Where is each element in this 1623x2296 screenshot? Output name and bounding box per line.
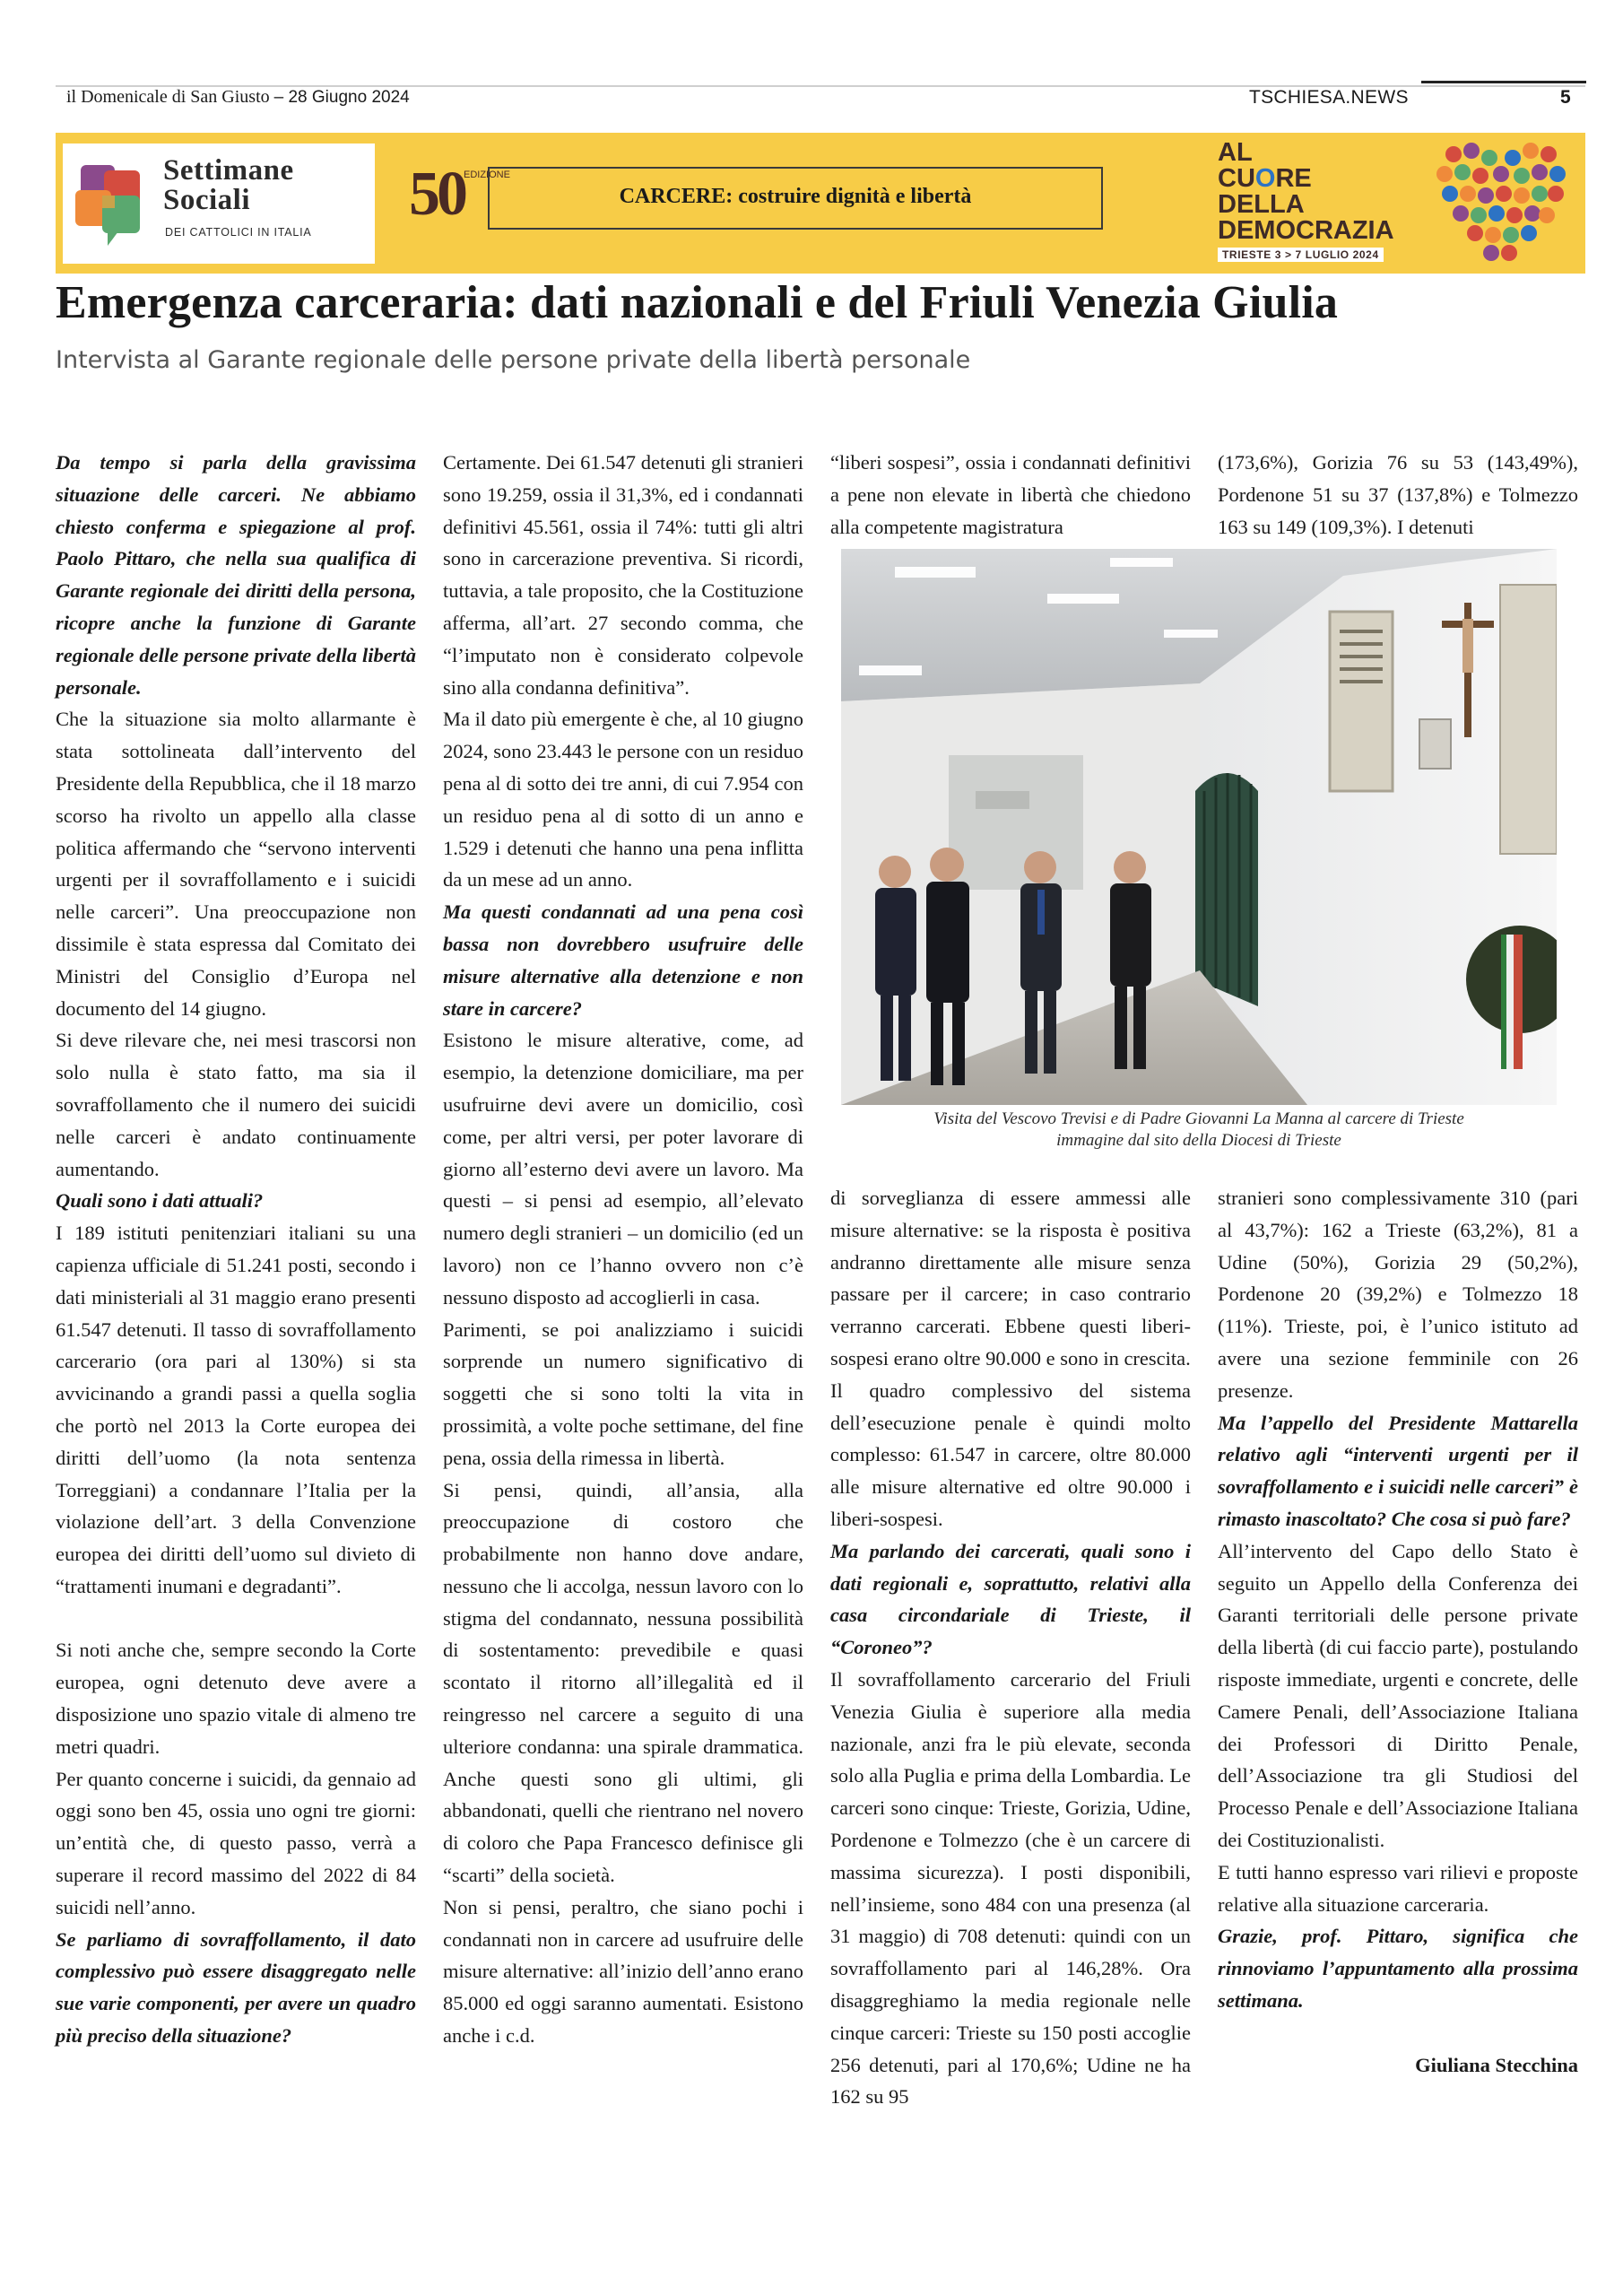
event-title-line2-a: CU [1218, 164, 1255, 193]
event-date: TRIESTE 3 > 7 LUGLIO 2024 [1218, 248, 1384, 262]
body-paragraph: Si noti anche che, sempre secondo la Corte europea, ogni detenuto deve avere a disposizione uno spazio vitale di almeno tre metri quadri. [56, 1639, 416, 1758]
body-paragraph: Che la situazione sia molto allarmante è stata sottolineata dall’intervento del Presidente della Repubblica, che il 18 marzo scorso ha rivolto un appello alla classe politica affermando che “servono interventi urgenti per il sovraffollamento e i suicidi nelle carceri”. Una preoccupazione non dissimile è stata espressa dal Comitato dei Ministri del Consiglio d’Europa nel documento del 14 giugno. [56, 708, 416, 1020]
body-paragraph: Il quadro complessivo del sistema dell’esecuzione penale è quindi molto complesso: 61.547 in carcere, oltre 80.000 alle misure alternative ed oltre 90.000 i liberi-sospesi. [830, 1378, 1191, 1530]
body-paragraph: (173,6%), Gorizia 76 su 53 (143,49%), Pordenone 51 su 37 (137,8%) e Tolmezzo 163 su 149 (109,3%). I detenuti [1218, 451, 1578, 538]
question-paragraph: Quali sono i dati attuali? [56, 1189, 264, 1213]
logo-name-line2: Sociali [163, 184, 251, 216]
prison-visit-photo [841, 549, 1557, 1105]
photo-caption [841, 1109, 1557, 1152]
author-signature: Giuliana Stecchina [1415, 2053, 1578, 2076]
question-paragraph: Ma l’appello del Presidente Mattarella relativo agli “interventi urgenti per il sovraffollamento e i suicidi nelle carceri” è rimasto inascoltato? Che cosa si può fare? [1218, 1411, 1578, 1530]
body-paragraph: Certamente. Dei 61.547 detenuti gli stranieri sono 19.259, ossia il 31,3%, ed i condannati definitivi 45.561, ossia il 74%: tutti gli altri sono in carcerazione preventiva. Si ricordi, tuttavia, a tale proposito, che la Costituzione afferma, all’art. 27 secondo comma, che “l’imputato non è considerato colpevole sino alla condanna definitiva”. [443, 451, 803, 699]
question-paragraph: Ma questi condannati ad una pena così bassa non dovrebbero usufruire delle misure alternative alla detenzione e non stare in carcere? [443, 900, 803, 1020]
body-paragraph: stranieri sono complessivamente 310 (pari al 43,7%): 162 a Trieste (63,2%), 81 a Udine (50%), Gorizia 29 (50,2%), Pordenone 20 (39,2%) e Tolmezzo 18 (11%). Trieste, poi, è l’unico istituto ad avere una sezione femminile con 26 presenze. [1218, 1187, 1578, 1402]
event-title-line2 [1218, 166, 1394, 192]
event-title [1218, 140, 1394, 244]
topic-text: costruire dignità e libertà [733, 185, 972, 208]
page-number: 5 [1560, 87, 1571, 108]
article-column-4-bottom [1218, 1182, 1578, 2081]
topic-prefix: CARCERE: [619, 185, 733, 208]
body-paragraph: “liberi sospesi”, ossia i condannati definitivi a pene non elevate in libertà che chiedono alla competente magistratura [830, 451, 1191, 538]
publication-name [66, 87, 410, 108]
event-title-line1: AL [1218, 138, 1253, 167]
site-name: TSCHIESA.NEWS [1249, 87, 1409, 108]
question-paragraph: Da tempo si parla della gravissima situazione delle carceri. Ne abbiamo chiesto conferma e spiegazione al prof. Paolo Pittaro, che nella sua qualifica di Garante regionale dei diritti della persona, ricopre anche la funzione di Garante regionale delle persone private della libertà personale. [56, 451, 416, 699]
settimane-sociali-logo [63, 144, 375, 264]
body-paragraph: I 189 istituti penitenziari italiani su una capienza ufficiale di 51.241 posti, secondo i dati ministeriali al 31 maggio erano presenti 61.547 detenuti. Il tasso di sovraffollamento carcerario (ora pari al 130%) si sta avvicinando a grandi passi a quella soglia che portò nel 2013 la Corte europea dei diritti dell’uomo (la nota sentenza Torreggiani) a condannare l’Italia per la violazione dell’art. 3 della Convenzione europea dei diritti dell’uomo sul divieto di “trattamenti inumani e degradanti”. [56, 1222, 416, 1597]
article-column-4-top [1218, 447, 1578, 543]
event-title-line2-c: RE [1275, 164, 1312, 193]
photo-caption-line2: immagine dal sito della Diocesi di Trieste [1056, 1131, 1341, 1150]
body-paragraph: All’intervento del Capo dello Stato è seguito un Appello della Conferenza dei Garanti territoriali delle persone private della libertà (di cui faccio parte), postulando risposte immediate, urgenti e concrete, delle Camere Penali, dell’Associazione Italiana dei Professori di Diritto Penale, dell’Associazione tra gli Studiosi del Processo Penale e dell’Associazione Italiana dei Costituzionalisti. [1218, 1539, 1578, 1851]
body-paragraph: E tutti hanno espresso vari rilievi e proposte relative alla situazione carceraria. [1218, 1860, 1578, 1916]
body-paragraph: Ma il dato più emergente è che, al 10 giugno 2024, sono 23.443 le persone con un residuo pena al di sotto dei tre anni, di cui 7.954 con un residuo pena al di sotto di un anno e 1.529 i detenuti che hanno una pena inflitta da un mese ad un anno. [443, 708, 803, 891]
article-column-3-bottom [830, 1182, 1191, 2113]
question-paragraph: Se parliamo di sovraffollamento, il dato complessivo può essere disaggregato nelle sue varie componenti, per avere un quadro più preciso della situazione? [56, 1927, 416, 2048]
article-title: Emergenza carceraria: dati nazionali e del Friuli Venezia Giulia [56, 277, 1339, 328]
paragraph-gap [56, 1603, 416, 1635]
anniversary-label: EDIZIONE [464, 170, 510, 180]
article-column-3-top [830, 447, 1191, 543]
publication-title: il Domenicale di San Giusto [66, 87, 270, 107]
article-column-1 [56, 447, 416, 2052]
article-subtitle: Intervista al Garante regionale delle persone private della libertà personale [56, 346, 971, 374]
paragraph-gap [1218, 2017, 1578, 2049]
question-paragraph: Grazie, prof. Pittaro, significa che rinnoviamo l’appuntamento alla prossima settimana. [1218, 1925, 1578, 2012]
event-title-line4: DEMOCRAZIA [1218, 216, 1394, 245]
body-paragraph: di sorveglianza di essere ammessi alle misure alternative: se la risposta è positiva andranno direttamente alle misure senza passare per il carcere; in caso contrario verranno carcerati. Ebbene questi liberi-sospesi erano oltre 90.000 e sono in crescita. [830, 1187, 1191, 1370]
body-paragraph: Parimenti, se poi analizziamo i suicidi sorprende un numero significativo di soggetti che si sono tolti la vita in prossimità, a volte poche settimane, del fine pena, ossia della rimessa in libertà. [443, 1318, 803, 1469]
body-paragraph: Si deve rilevare che, nei mesi trascorsi non solo nulla è stato fatto, ma sia il sovraffollamento che il numero dei suicidi nelle carceri è andato continuamente aumentando. [56, 1029, 416, 1180]
logo-subtitle: DEI CATTOLICI IN ITALIA [165, 226, 312, 239]
anniversary-number: 50 [409, 160, 464, 229]
body-paragraph: Si pensi, quindi, all’ansia, alla preoccupazione di costoro che probabilmente non hanno dove andare, nessuno che li accolga, nessun lavoro con lo stigma del condannato, nessuna possibilità di sostentamento: prevedibile e quasi scontato il ritorno all’illegalità ed il reingresso nel carcere a seguito di una ulteriore condanna: una spirale drammatica. Anche questi sono gli ultimi, gli abbandonati, quelli che rientrano nel novero di coloro che Papa Francesco definisce gli “scarti” della società. [443, 1478, 803, 1887]
question-paragraph: Ma parlando dei carcerati, quali sono i dati regionali e, soprattutto, relativi alla casa circondariale di Trieste, il “Coroneo”? [830, 1539, 1191, 1659]
article-column-2 [443, 447, 803, 2052]
body-paragraph: Il sovraffollamento carcerario del Friuli Venezia Giulia è superiore alla media nazionale, anzi fra le più elevate, seconda solo alla Puglia e prima della Lombardia. Le carceri sono cinque: Trieste, Gorizia, Udine, Pordenone e Tolmezzo (che è un carcere di massima sicurezza). I posti disponibili, nell’insieme, sono 484 con una presenza (al 31 maggio) di 708 detenuti: quindi con un sovraffollamento pari al 146,28%. Ora disaggreghiamo la media regionale nelle cinque carceri: Trieste su 150 posti accoglie 256 detenuti, pari al 170,6%; Udine ne ha 162 su 95 [830, 1667, 1191, 2109]
header-right-bar [1421, 81, 1586, 83]
photo-illustration [841, 549, 1557, 1105]
heart-mosaic-icon [1434, 138, 1568, 268]
logo-name [163, 156, 294, 215]
topic-box [488, 167, 1103, 230]
event-title-line3: DELLA [1218, 190, 1305, 219]
photo-caption-line1: Visita del Vescovo Trevisi e di Padre Giovanni La Manna al carcere di Trieste [933, 1109, 1464, 1128]
body-paragraph: Non si pensi, peraltro, che siano pochi i condannati non in carcere ad usufruire delle misure alternative: all’inizio dell’anno erano 85.000 ed oggi saranno aumentati. Esistono anche i c.d. [443, 1895, 803, 2048]
speech-bubbles-icon [63, 144, 161, 264]
event-banner [56, 133, 1585, 274]
body-paragraph: Per quanto concerne i suicidi, da gennaio ad oggi sono ben 45, ossia uno ogni tre giorni: un’entità che, di questo passo, verrà a superare il record massimo del 2022 di 84 suicidi nell’anno. [56, 1767, 416, 1918]
logo-name-line1: Settimane [163, 154, 294, 187]
publication-date: – 28 Giugno 2024 [273, 88, 410, 107]
body-paragraph: Esistono le misure alterative, come, ad esempio, la detenzione domiciliare, ma per usufruirne devi avere un domicilio, così come, per altri versi, per poter lavorare di giorno all’esterno devi avere un lavoro. Ma questi – si pensi ad esempio, all’elevato numero degli stranieri – un domicilio (ed un lavoro) non ce l’hanno ovvero non c’è nessuno disposto ad accoglierli in casa. [443, 1029, 803, 1309]
event-title-line2-b: O [1254, 164, 1276, 193]
